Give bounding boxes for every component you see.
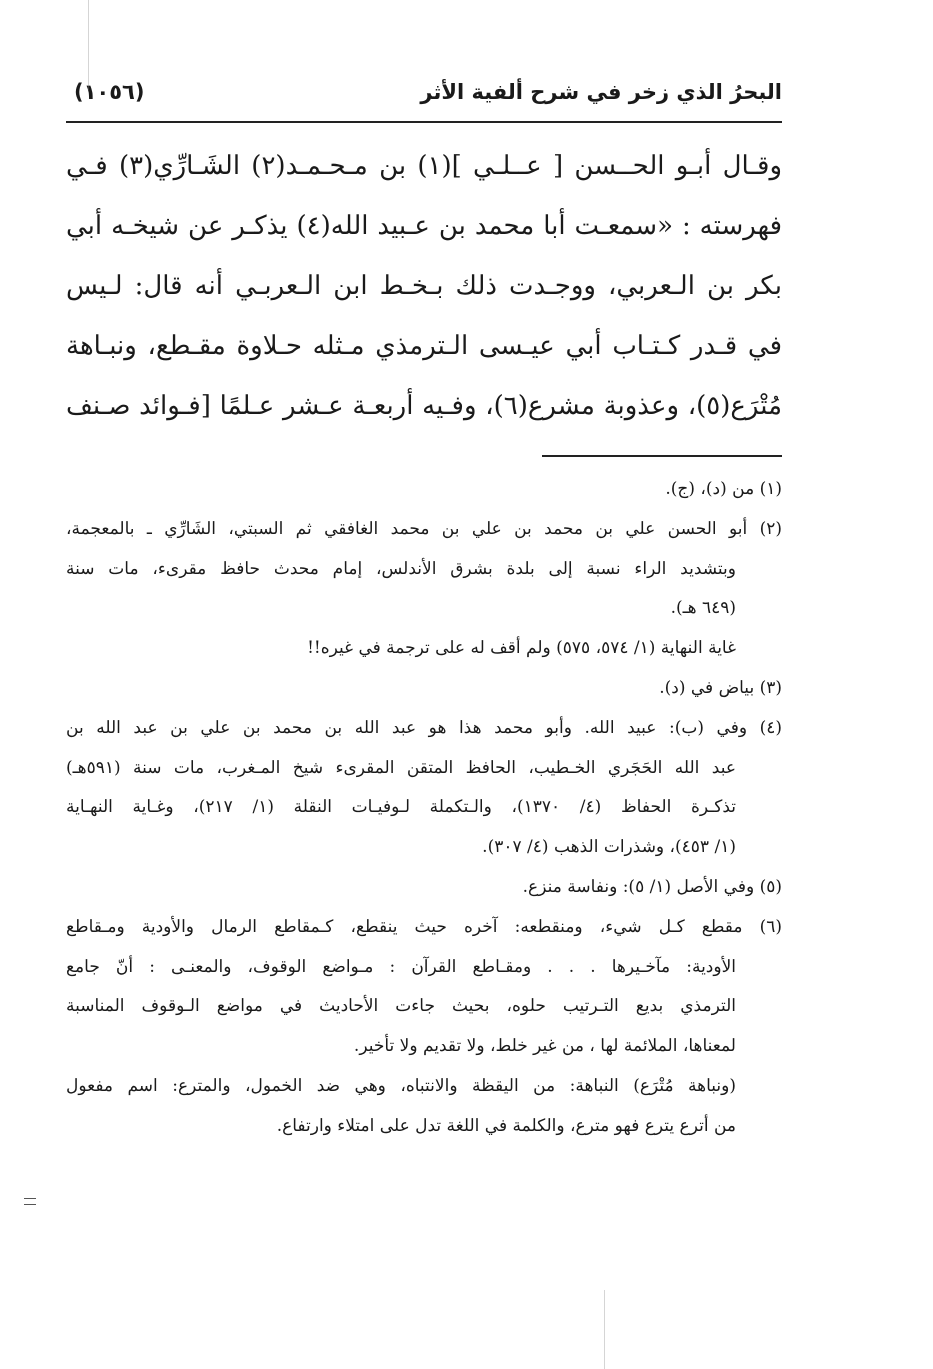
main-line: وقـال أبـو الحــسن [ عــلـي ](١) بن مـحـمـد(٢) الشَـارِّي(٣) فـي [66,151,782,181]
footnote-3-line: (٣) بياض في (د). [659,677,782,698]
book-title: البحرُ الذي زخر في شرح ألفية الأثر [420,80,782,104]
footnotes [66,470,782,1147]
footnote-2-line: غاية النهاية (١/ ٥٧٤، ٥٧٥) ولم أقف له على ترجمة في غيره!! [307,638,736,659]
footnote-6-line: (٦) مقطع كـل شيء، ومنقطعه: آخره حيث ينقطع، كـمقاطع الرمال والأودية ومـقاطع [66,916,782,937]
footnote-4-line: تذكـرة الحفاظ (٤/ ١٣٧٠)، والـتكملة لـوفيـات النقلة (١/ ٢١٧)، وغـاية النهـاية [66,797,736,818]
main-text [66,136,782,436]
header-rule [66,121,782,123]
footnote-4-line: (١/ ٤٥٣)، وشذرات الذهب (٤/ ٣٠٧). [482,837,736,858]
scan-mark [24,1204,36,1205]
footnote-4-line: (٤) وفي (ب): عبيد الله. وأبو محمد هذا هو عبد الله بن محمد بن علي بن عبد الله بن [66,717,782,738]
footnote-6-line: الترمذي بديع التـرتيب حلوه، بحيث جاءت الأحاديث في مواضع الـوقوف المناسبة [66,996,736,1017]
footnote-5-line: (٥) وفي الأصل (١/ ٥): ونفاسة منزع. [522,876,782,897]
scan-fold-line [604,1290,605,1369]
main-line: بكر بن الـعربي، ووجـدت ذلك بـخـط ابن الـعربـي أنه قال: لـيس [66,271,782,301]
footnote-2-line: (٢) أبو الحسن علي بن محمد بن علي بن محمد الغافقي ثم السبتي، الشَارِّي ـ بالمعجمة، [66,518,782,539]
scan-mark [24,1198,36,1199]
footnote-6-line: من أترع يترع فهو مترع، والكلمة في اللغة تدل على امتلاء وارتفاع. [276,1115,736,1136]
scan-fold-line [88,0,89,90]
main-line: في قـدر كـتـاب أبي عيـسى الـترمذي مـثله حـلاوة مقـطع، ونبـاهة [66,331,782,361]
main-line: فهرسته : «سمعـت أبا محمد بن عـبيد الله(٤) يذكـر عن شيخـه أبي [66,211,782,241]
main-line: مُتْرَع(٥)، وعذوبة مشرع(٦)، وفـيه أربعـة عـشر عـلمًا [فـوائد صـنف [66,391,782,421]
footnote-separator [542,455,782,457]
running-header [66,80,782,114]
footnote-6-line: الأودية: مآخـيرها . . . ومقـاطع القرآن : مـواضع الوقوف، والمعنـى : أنّ جامع [66,956,736,977]
footnote-1-line: (١) من (د)، (ج). [665,479,782,499]
page-number: (١٠٥٦) [74,80,145,104]
footnote-6-line: لمعناها، الملائمة لها ، من غير خلط، ولا تقديم ولا تأخير. [353,1036,736,1057]
footnote-2-line: وبتشديد الراء نسبة إلى بلدة بشرق الأندلس، إمام محدث حافظ مقرىء، مات سنة [66,558,736,579]
footnote-6-line: (ونباهة مُتْرَع) النباهة: من اليقظة والانتباه، وهي ضد الخمول، والمترع: اسم مفعول [66,1075,736,1096]
footnote-4-line: عبد الله الحَجَري الخـطيب، الحافظ المتقن المقرىء شيخ المـغرب، مات سنة (٥٩١هـ) [66,757,736,778]
footnote-2-line: (٦٤٩ هـ). [670,598,736,619]
